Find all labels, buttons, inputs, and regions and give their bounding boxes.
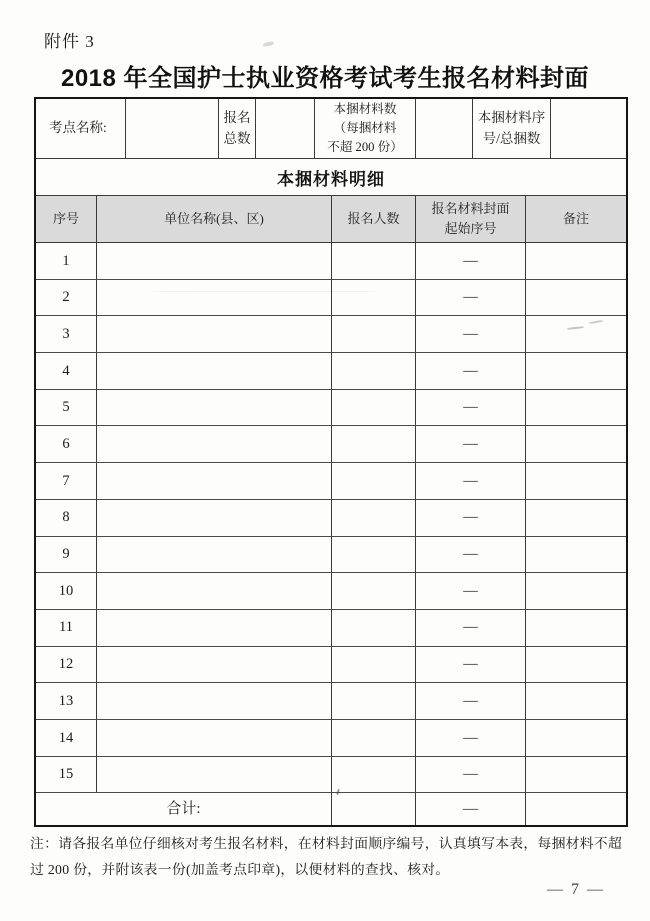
- total-start-serial-cell: —: [416, 793, 526, 825]
- reg-count-cell: [332, 243, 416, 279]
- footnote-line2: 过 200 份，并附该表一份(加盖考点印章)，以便材料的查找、核对。: [30, 861, 450, 877]
- unit-name-cell: [97, 426, 332, 462]
- unit-name-cell: [97, 280, 332, 316]
- remark-cell: [526, 683, 626, 719]
- table-row: [36, 610, 626, 647]
- remark-cell: [526, 390, 626, 426]
- row-number-cell: 3: [36, 316, 97, 352]
- col-header-no: 序号: [36, 196, 97, 242]
- page-number: — 7 —: [547, 881, 605, 898]
- table-row: [36, 426, 626, 463]
- reg-total-label-cell: [219, 99, 256, 158]
- remark-cell: [526, 463, 626, 499]
- col-header-start: [416, 196, 526, 242]
- total-row: [36, 793, 626, 825]
- col-header-unit: 单位名称(县、区): [97, 196, 332, 242]
- row-number-cell: 13: [36, 683, 97, 719]
- start-serial-cell: —: [416, 720, 526, 756]
- form-header-row: [36, 99, 626, 159]
- table-row: [36, 280, 626, 317]
- col-header-start-line2: 起始序号: [444, 221, 497, 236]
- row-number-cell: 2: [36, 280, 97, 316]
- reg-count-cell: [332, 537, 416, 573]
- remark-cell: [526, 243, 626, 279]
- row-number-cell: 12: [36, 647, 97, 683]
- bundle-serial-line2: 号/总捆数: [482, 130, 541, 146]
- start-serial-cell: —: [416, 757, 526, 793]
- reg-count-cell: [332, 463, 416, 499]
- remark-cell: [526, 500, 626, 536]
- unit-name-cell: [97, 316, 332, 352]
- start-serial-cell: —: [416, 390, 526, 426]
- reg-total-value-cell: [256, 99, 315, 158]
- unit-name-cell: [97, 720, 332, 756]
- bundle-count-line3: 不超 200 份）: [327, 139, 403, 154]
- bundle-serial-label-cell: [473, 99, 551, 158]
- reg-count-cell: [332, 647, 416, 683]
- table-row: [36, 647, 626, 684]
- col-header-remark: 备注: [562, 210, 589, 226]
- exam-site-value-cell: [126, 99, 219, 158]
- table-row: [36, 537, 626, 574]
- reg-total-line1: 报名: [223, 109, 251, 125]
- reg-count-cell: [332, 757, 416, 793]
- table-row: [36, 316, 626, 353]
- row-number-cell: 11: [36, 610, 97, 646]
- table-row: [36, 757, 626, 794]
- bundle-count-value-cell: [416, 99, 473, 158]
- total-remark-cell: [526, 793, 626, 825]
- start-serial-cell: —: [416, 537, 526, 573]
- start-serial-cell: —: [416, 280, 526, 316]
- reg-count-cell: [332, 280, 416, 316]
- exam-site-label-cell: 考点名称:: [36, 99, 126, 158]
- table-row: [36, 683, 626, 720]
- footnote-line1: 注：请各报名单位仔细核对考生报名材料，在材料封面顺序编号，认真填写本表，每捆材料不超: [30, 836, 623, 851]
- row-number-cell: 5: [36, 390, 97, 426]
- row-number-cell: 15: [36, 757, 97, 793]
- table-row: [36, 720, 626, 757]
- remark-cell: [526, 280, 626, 316]
- total-count-cell: [332, 793, 416, 825]
- col-header-start-line1: 报名材料封面: [431, 200, 510, 216]
- reg-count-cell: [332, 720, 416, 756]
- bundle-count-label-cell: [315, 99, 416, 158]
- table-row: [36, 353, 626, 390]
- row-number-cell: 7: [36, 463, 97, 499]
- remark-cell: [526, 316, 626, 352]
- start-serial-cell: —: [416, 500, 526, 536]
- row-number-cell: 4: [36, 353, 97, 389]
- bundle-count-line1: 本捆材料数: [333, 102, 397, 117]
- unit-name-cell: [97, 243, 332, 279]
- reg-count-cell: [332, 353, 416, 389]
- scan-artifact: [263, 41, 275, 47]
- bundle-count-line2: （每捆材料: [333, 121, 397, 136]
- reg-count-cell: [332, 610, 416, 646]
- row-number-cell: 10: [36, 573, 97, 609]
- unit-name-cell: [97, 353, 332, 389]
- start-serial-cell: —: [416, 463, 526, 499]
- reg-count-cell: [332, 316, 416, 352]
- reg-count-cell: [332, 426, 416, 462]
- footnote: [30, 831, 630, 882]
- start-serial-cell: —: [416, 243, 526, 279]
- start-serial-cell: —: [416, 610, 526, 646]
- start-serial-cell: —: [416, 426, 526, 462]
- scan-artifact: [150, 291, 380, 292]
- reg-count-cell: [332, 390, 416, 426]
- remark-cell: [526, 610, 626, 646]
- row-number-cell: 14: [36, 720, 97, 756]
- section-title: 本捆材料明细: [36, 159, 626, 196]
- row-number-cell: 6: [36, 426, 97, 462]
- remark-cell: [526, 426, 626, 462]
- unit-name-cell: [97, 573, 332, 609]
- unit-name-cell: [97, 390, 332, 426]
- table-row: [36, 390, 626, 427]
- reg-count-cell: [332, 573, 416, 609]
- remark-cell: [526, 353, 626, 389]
- reg-total-line2: 总数: [223, 130, 251, 146]
- table-row: [36, 573, 626, 610]
- bundle-serial-line1: 本捆材料序: [477, 109, 546, 125]
- remark-cell: [526, 573, 626, 609]
- unit-name-cell: [97, 647, 332, 683]
- remark-cell: [526, 647, 626, 683]
- table-row: [36, 500, 626, 537]
- col-header-count: 报名人数: [332, 196, 416, 242]
- start-serial-cell: —: [416, 647, 526, 683]
- start-serial-cell: —: [416, 353, 526, 389]
- unit-name-cell: [97, 537, 332, 573]
- bundle-serial-value-cell: [551, 99, 626, 158]
- registration-cover-table: [34, 97, 628, 827]
- column-header-row: [36, 196, 626, 243]
- unit-name-cell: [97, 463, 332, 499]
- detail-rows: [36, 243, 626, 793]
- table-row: [36, 243, 626, 280]
- remark-cell: [526, 757, 626, 793]
- row-number-cell: 1: [36, 243, 97, 279]
- table-row: [36, 463, 626, 500]
- row-number-cell: 9: [36, 537, 97, 573]
- page-title: 2018 年全国护士执业资格考试考生报名材料封面: [60, 65, 590, 92]
- unit-name-cell: [97, 610, 332, 646]
- unit-name-cell: [97, 757, 332, 793]
- remark-cell: [526, 537, 626, 573]
- row-number-cell: 8: [36, 500, 97, 536]
- start-serial-cell: —: [416, 573, 526, 609]
- unit-name-cell: [97, 500, 332, 536]
- remark-cell: [526, 720, 626, 756]
- total-label-cell: 合计:: [36, 793, 332, 825]
- start-serial-cell: —: [416, 316, 526, 352]
- start-serial-cell: —: [416, 683, 526, 719]
- reg-count-cell: [332, 683, 416, 719]
- reg-count-cell: [332, 500, 416, 536]
- attachment-label: 附件 3: [44, 32, 95, 51]
- unit-name-cell: [97, 683, 332, 719]
